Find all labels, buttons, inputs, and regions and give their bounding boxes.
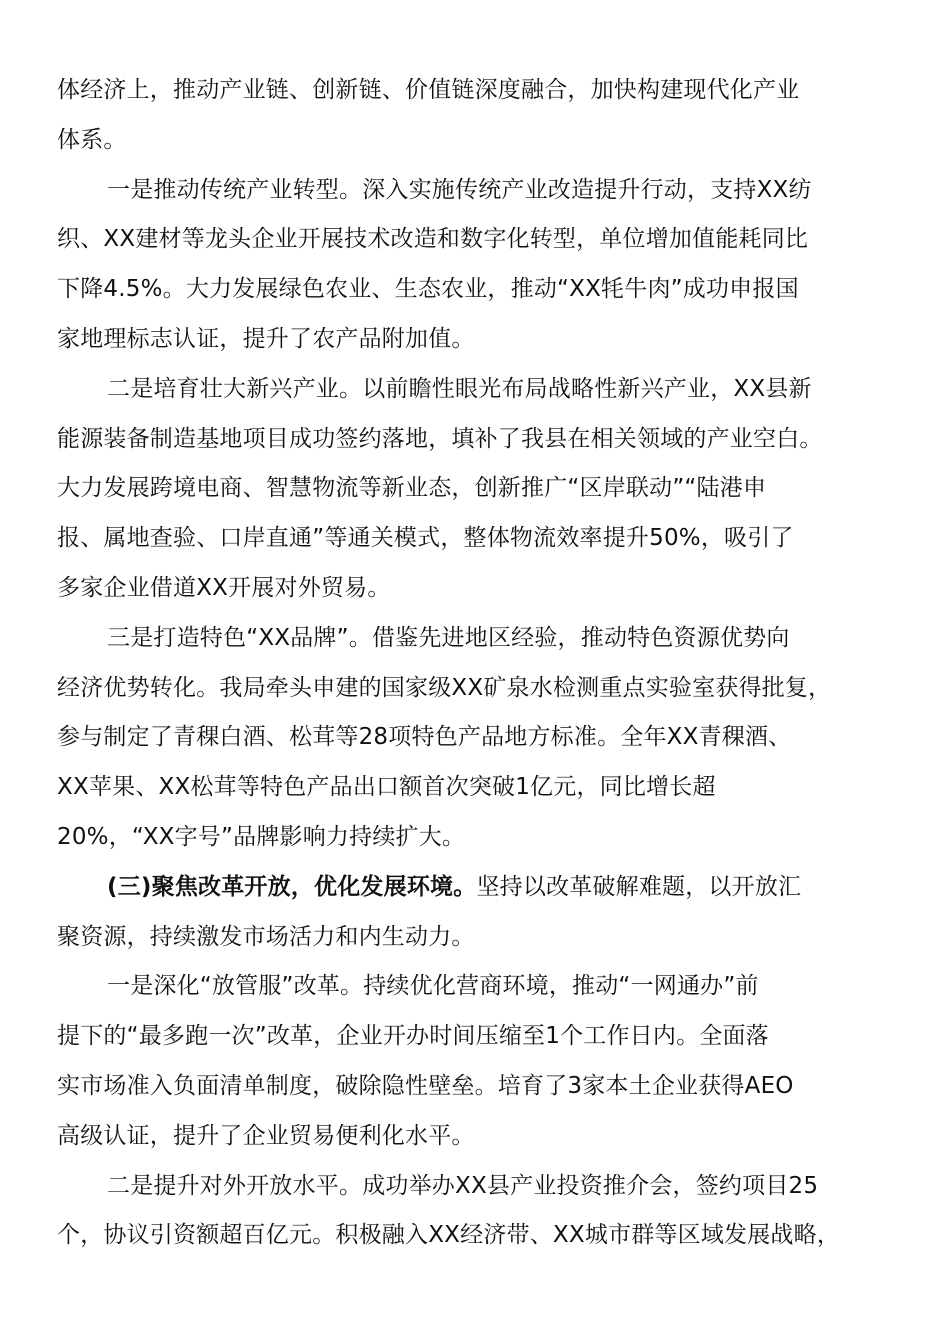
document-page <box>57 66 907 1261</box>
text-line: 能源装备制造基地项目成功签约落地，填补了我县在相关领域的产业空白。 <box>57 425 823 452</box>
text-line: 经济优势转化。我局牵头申建的国家级XX矿泉水检测重点实验室获得批复， <box>57 674 832 701</box>
text-line: 参与制定了青稞白酒、松茸等28项特色产品地方标准。全年XX青稞酒、 <box>57 724 792 751</box>
text-line: 体系。 <box>57 126 127 153</box>
text-line: 家地理标志认证，提升了农产品附加值。 <box>57 325 475 352</box>
text-line: 一是深化“放管服”改革。持续优化营商环境，推动“一网通办”前 <box>107 973 759 1000</box>
text-line: 聚资源，持续激发市场活力和内生动力。 <box>57 923 475 950</box>
text-line: 多家企业借道XX开展对外贸易。 <box>57 574 391 601</box>
text-line: 实市场准入负面清单制度，破除隐性壁垒。培育了3家本土企业获得AEO <box>57 1072 794 1099</box>
text-line: 体经济上，推动产业链、创新链、价值链深度融合，加快构建现代化产业 <box>57 77 800 103</box>
text-line: 三是打造特色“XX品牌”。借鉴先进地区经验，推动特色资源优势向 <box>107 624 790 651</box>
paragraph-deregulation <box>57 962 907 1161</box>
text-line: 报、属地查验、口岸直通”等通关模式，整体物流效率提升50%，吸引了 <box>57 525 794 552</box>
text-line: XX苹果、XX松茸等特色产品出口额首次突破1亿元，同比增长超 <box>57 774 716 801</box>
text-line: 20%，“XX字号”品牌影响力持续扩大。 <box>57 823 466 850</box>
paragraph-traditional-industry <box>57 166 907 365</box>
text-span: 坚持以改革破解难题，以开放汇 <box>476 873 802 900</box>
text-line: 提下的“最多跑一次”改革，企业开办时间压缩至1个工作日内。全面落 <box>57 1023 769 1050</box>
text-line <box>57 863 907 913</box>
paragraph-opening-up <box>57 1162 907 1262</box>
paragraph-emerging-industry <box>57 365 907 614</box>
text-line: 高级认证，提升了企业贸易便利化水平。 <box>57 1122 475 1149</box>
text-line: 下降4.5%。大力发展绿色农业、生态农业，推动“XX牦牛肉”成功申报国 <box>57 276 799 303</box>
text-line: 大力发展跨境电商、智慧物流等新业态，创新推广“区岸联动”“陆港申 <box>57 475 767 502</box>
text-line: 个，协议引资额超百亿元。积极融入XX经济带、XX城市群等区域发展战略， <box>57 1222 841 1249</box>
paragraph-brand <box>57 614 907 863</box>
paragraph-intro-continued <box>57 66 907 166</box>
text-line: 二是培育壮大新兴产业。以前瞻性眼光布局战略性新兴产业，XX县新 <box>107 375 812 402</box>
text-line: 二是提升对外开放水平。成功举办XX县产业投资推介会，签约项目25 <box>107 1172 819 1199</box>
paragraph-reform-heading <box>57 863 907 963</box>
text-line: 一是推动传统产业转型。深入实施传统产业改造提升行动，支持XX纺 <box>107 176 812 203</box>
text-line: 织、XX建材等龙头企业开展技术改造和数字化转型，单位增加值能耗同比 <box>57 226 809 253</box>
section-heading: (三)聚焦改革开放，优化发展环境。 <box>107 873 477 900</box>
